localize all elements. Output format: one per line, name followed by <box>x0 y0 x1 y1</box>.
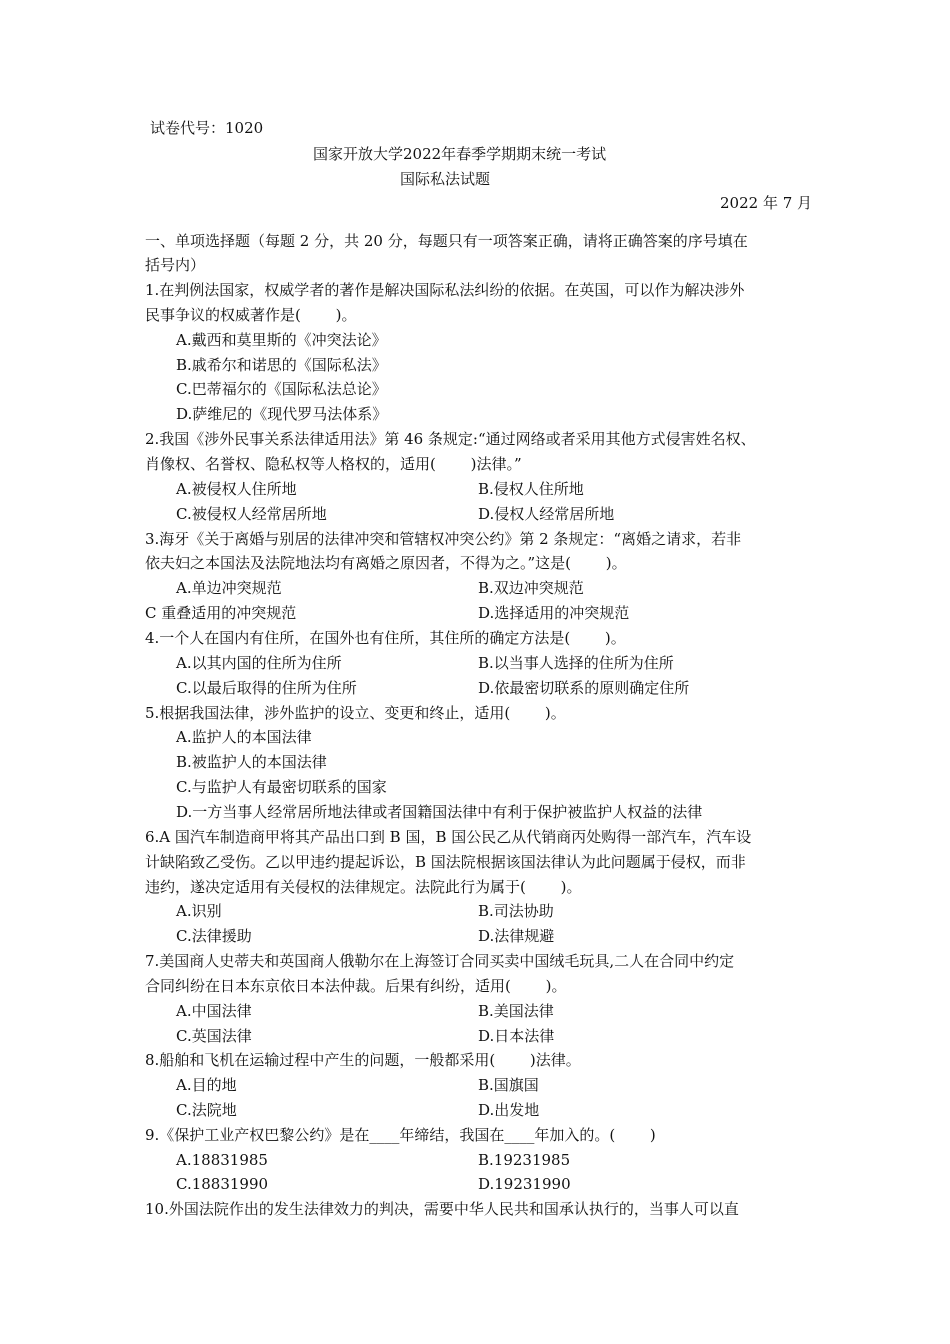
question-4-option-d: D.依最密切联系的原则确定住所 <box>478 679 690 697</box>
question-1-option-a: A.戴西和莫里斯的《冲突法论》 <box>176 331 387 349</box>
question-5-option-c: C.与监护人有最密切联系的国家 <box>176 778 387 796</box>
exam-subtitle: 国际私法试题 <box>400 170 491 188</box>
section-heading: 一、单项选择题（每题 2 分，共 20 分，每题只有一项答案正确，请将正确答案的序号填在 <box>145 232 748 250</box>
question-7-option-d: D.日本法律 <box>478 1027 555 1045</box>
question-2-stem: 2.我国《涉外民事关系法律适用法》第 46 条规定:“通过网络或者采用其他方式侵害姓名权、 <box>145 430 756 448</box>
question-1-option-b: B.戚希尔和诺思的《国际私法》 <box>176 356 387 374</box>
question-2-stem-cont: 肖像权、名誉权、隐私权等人格权的，适用( )法律。” <box>145 455 522 473</box>
question-5-option-b: B.被监护人的本国法律 <box>176 753 327 771</box>
question-9-option-c: C.18831990 <box>176 1175 269 1193</box>
question-5-option-a: A.监护人的本国法律 <box>176 728 312 746</box>
question-7-stem-cont: 合同纠纷在日本东京依日本法仲裁。后果有纠纷，适用( )。 <box>145 977 567 995</box>
question-1-option-c: C.巴蒂福尔的《国际私法总论》 <box>176 380 387 398</box>
question-8-option-b: B.国旗国 <box>478 1076 539 1094</box>
question-3-option-b: B.双边冲突规范 <box>478 579 584 597</box>
question-4-stem: 4.一个人在国内有住所，在国外也有住所，其住所的确定方法是( )。 <box>145 629 626 647</box>
question-6-option-d: D.法律规避 <box>478 927 555 945</box>
question-4-option-a: A.以其内国的住所为住所 <box>176 654 342 672</box>
question-3-option-a: A.单边冲突规范 <box>176 579 282 597</box>
question-7-option-a: A.中国法律 <box>176 1002 252 1020</box>
question-6-option-b: B.司法协助 <box>478 902 554 920</box>
question-2-option-d: D.侵权人经常居所地 <box>478 505 615 523</box>
question-1-option-d: D.萨维尼的《现代罗马法体系》 <box>176 405 388 423</box>
question-5-stem: 5.根据我国法律，涉外监护的设立、变更和终止，适用( )。 <box>145 704 566 722</box>
exam-date: 2022 年 7 月 <box>720 194 813 212</box>
question-1-stem: 1.在判例法国家，权威学者的著作是解决国际私法纠纷的依据。在英国，可以作为解决涉外 <box>145 281 745 299</box>
question-8-option-c: C.法院地 <box>176 1101 237 1119</box>
question-8-stem: 8.船舶和飞机在运输过程中产生的问题，一般都采用( )法律。 <box>145 1051 581 1069</box>
question-5-option-d: D.一方当事人经常居所地法律或者国籍国法律中有利于保护被监护人权益的法律 <box>176 803 703 821</box>
question-9-option-a: A.18831985 <box>176 1151 268 1169</box>
question-4-option-c: C.以最后取得的住所为住所 <box>176 679 357 697</box>
question-6-stem: 6.A 国汽车制造商甲将其产品出口到 B 国，B 国公民乙从代销商丙处购得一部汽车，汽车设 <box>145 828 752 846</box>
question-6-option-a: A.识别 <box>176 902 222 920</box>
question-2-option-b: B.侵权人住所地 <box>478 480 584 498</box>
exam-code: 试卷代号：1020 <box>150 119 264 137</box>
question-4-option-b: B.以当事人选择的住所为住所 <box>478 654 674 672</box>
question-7-stem: 7.美国商人史蒂夫和英国商人俄勒尔在上海签订合同买卖中国绒毛玩具,二人在合同中约定 <box>145 952 735 970</box>
section-heading-cont: 括号内） <box>145 256 206 274</box>
question-8-option-a: A.目的地 <box>176 1076 237 1094</box>
question-6-option-c: C.法律援助 <box>176 927 252 945</box>
question-7-option-c: C.英国法律 <box>176 1027 252 1045</box>
question-6-stem-cont: 计缺陷致乙受伤。乙以甲违约提起诉讼，B 国法院根据该国法律认为此问题属于侵权，而非 <box>145 853 746 871</box>
question-8-option-d: D.出发地 <box>478 1101 540 1119</box>
question-3-option-d: D.选择适用的冲突规范 <box>478 604 630 622</box>
question-3-stem: 3.海牙《关于离婚与别居的法律冲突和管辖权冲突公约》第 2 条规定：“离婚之请求，若非 <box>145 530 742 548</box>
question-2-option-c: C.被侵权人经常居所地 <box>176 505 327 523</box>
question-7-option-b: B.美国法律 <box>478 1002 554 1020</box>
question-6-stem-cont: 违约，遂决定适用有关侵权的法律规定。法院此行为属于( )。 <box>145 878 582 896</box>
exam-title: 国家开放大学2022年春季学期期末统一考试 <box>313 145 607 163</box>
question-10-stem: 10.外国法院作出的发生法律效力的判决，需要中华人民共和国承认执行的，当事人可以直 <box>145 1200 739 1218</box>
question-9-option-b: B.19231985 <box>478 1151 571 1169</box>
question-9-option-d: D.19231990 <box>478 1175 571 1193</box>
question-1-stem-cont: 民事争议的权威著作是( )。 <box>145 306 357 324</box>
question-3-stem-cont: 依夫妇之本国法及法院地法均有离婚之原因者，不得为之。”这是( )。 <box>145 554 627 572</box>
question-2-option-a: A.被侵权人住所地 <box>176 480 297 498</box>
question-9-stem: 9.《保护工业产权巴黎公约》是在____年缔结，我国在____年加入的。( ) <box>145 1126 656 1144</box>
question-3-option-c: C 重叠适用的冲突规范 <box>145 604 297 622</box>
